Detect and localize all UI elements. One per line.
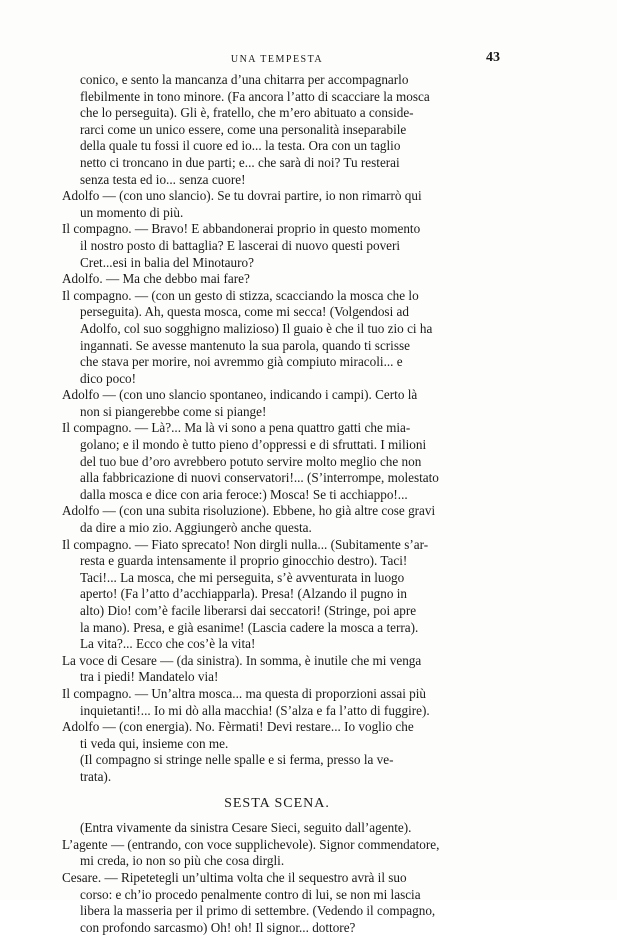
text-line: Il compagno. — Bravo! E abbandonerai proprio in questo momento	[62, 221, 421, 237]
text-line: La voce di Cesare — (da sinistra). In somma, è inutile che mi venga	[62, 652, 422, 668]
text-line: Adolfo — (con uno slancio spontaneo, indicando i campi). Certo là	[62, 387, 418, 403]
text-line: resta e guarda intensamente il proprio ginocchio destro). Taci!	[80, 553, 408, 569]
running-title: UNA TEMPESTA	[230, 54, 324, 65]
text-line: del tuo bue d’oro avrebbero potuto servire molto meglio che non	[80, 453, 422, 469]
text-line: Adolfo, col suo sogghigno malizioso) Il guaio è che il tuo zio ci ha	[80, 320, 433, 336]
text-line: non si piangerebbe come si piange!	[80, 403, 267, 419]
text-line: senza testa ed io... senza cuore!	[80, 171, 246, 187]
scene-title: SESTA SCENA.	[224, 795, 330, 811]
text-line: conico, e sento la mancanza d’una chitarra per accompagnarlo	[80, 72, 409, 87]
page-number: 43	[486, 50, 500, 65]
running-header	[62, 50, 500, 70]
text-line: alto) Dio! com’è facile liberarsi dai seccatori! (Stringe, poi apre	[80, 603, 417, 618]
text-line: che stava per morire, noi avremmo già compiuto miracoli... e	[80, 354, 403, 370]
text-line: della quale tu fossi il cuore ed io... la testa. Ora con un taglio	[80, 138, 401, 154]
text-line: che lo perseguita). Gli è, fratello, che m’ero abituato a conside-	[80, 105, 414, 121]
scene-dialogue-block	[62, 820, 492, 936]
text-line: mi creda, io non so più che cosa dirgli.	[80, 853, 285, 869]
text-line: netto ci troncano in due parti; e... che sarà di noi? Tu resterai	[80, 154, 400, 170]
text-line: (Entra vivamente da sinistra Cesare Sieci, seguito dall’agente).	[80, 820, 412, 836]
text-line: L’agente — (entrando, con voce supplichevole). Signor commendatore,	[62, 836, 440, 852]
text-line: alla fabbricazione di nuovi conservatori!... (S’interrompe, molestato	[80, 470, 439, 486]
text-line: Taci!... La mosca, che mi perseguita, s’è avventurata in luogo	[80, 569, 405, 585]
text-line: rarci come un unico essere, come una personalità inseparabile	[80, 121, 407, 137]
text-line: ingannati. Se avesse mantenuto la sua parola, quando ti scrisse	[80, 337, 410, 353]
text-line: golano; e il mondo è tutto pieno d’oppressi e di sfruttati. I milioni	[80, 437, 427, 453]
text-line: Cret...esi in balia del Minotauro?	[80, 254, 254, 270]
text-line: (Il compagno si stringe nelle spalle e si ferma, presso la ve-	[80, 752, 394, 768]
text-line: corso: e ch’io procedo penalmente contro di lui, se non mi lascia	[80, 886, 421, 902]
text-line: Il compagno. — (con un gesto di stizza, scacciando la mosca che lo	[62, 287, 419, 303]
body-text	[62, 72, 492, 936]
text-line: La vita?... Ecco che cos’è la vita!	[80, 636, 256, 652]
text-line: dalla mosca e dice con aria feroce:) Mosca! Se ti acchiappo!...	[80, 486, 408, 502]
text-line: da dire a mio zio. Aggiungerò anche questa.	[80, 520, 312, 536]
text-line: Adolfo. — Ma che debbo mai fare?	[62, 271, 250, 287]
text-line: con profondo sarcasmo) Oh! oh! Il signor... dottore?	[80, 919, 356, 935]
text-line: il nostro posto di battaglia? E lascerai di nuovo questi poveri	[80, 237, 401, 253]
text-line: inquietanti!... Io mi dò alla macchia! (S’alza e fa l’atto di fuggire).	[80, 702, 430, 718]
text-line: tra i piedi! Mandatelo via!	[80, 669, 219, 685]
text-line: libera la masseria per il primo di settembre. (Vedendo il compagno,	[80, 903, 436, 919]
text-line: Il compagno. — Un’altra mosca... ma questa di proporzioni assai più	[62, 685, 427, 701]
text-line: aperto! (Fa l’atto d’acchiapparla). Presa! (Alzando il pugno in	[80, 586, 407, 602]
text-line: Adolfo — (con una subita risoluzione). Ebbene, ho già altre cose gravi	[62, 503, 436, 519]
text-line: trata).	[80, 768, 112, 784]
text-line: Cesare. — Ripetetegli un’ultima volta che il sequestro avrà il suo	[62, 869, 407, 885]
text-line: dico poco!	[80, 370, 137, 386]
text-line: Il compagno. — Fiato sprecato! Non dirgli nulla... (Subitamente s’ar-	[62, 536, 429, 552]
text-line: ti veda qui, insieme con me.	[80, 735, 229, 751]
text-line: Adolfo — (con uno slancio). Se tu dovrai partire, io non rimarrò qui	[62, 188, 422, 204]
text-line: Il compagno. — Là?... Ma là vi sono a pena quattro gatti che mia-	[62, 420, 411, 436]
text-line: la mano). Presa, e già esanime! (Lascia cadere la mosca a terra).	[80, 619, 419, 635]
dialogue-block	[62, 72, 492, 786]
text-line: Adolfo — (con energia). No. Fèrmati! Devi restare... Io voglio che	[62, 719, 414, 735]
text-line: un momento di più.	[80, 204, 184, 220]
text-line: perseguita). Ah, questa mosca, come mi secca! (Volgendosi ad	[80, 304, 409, 320]
text-line: flebilmente in tono minore. (Fa ancora l’atto di scacciare la mosca	[80, 88, 430, 104]
